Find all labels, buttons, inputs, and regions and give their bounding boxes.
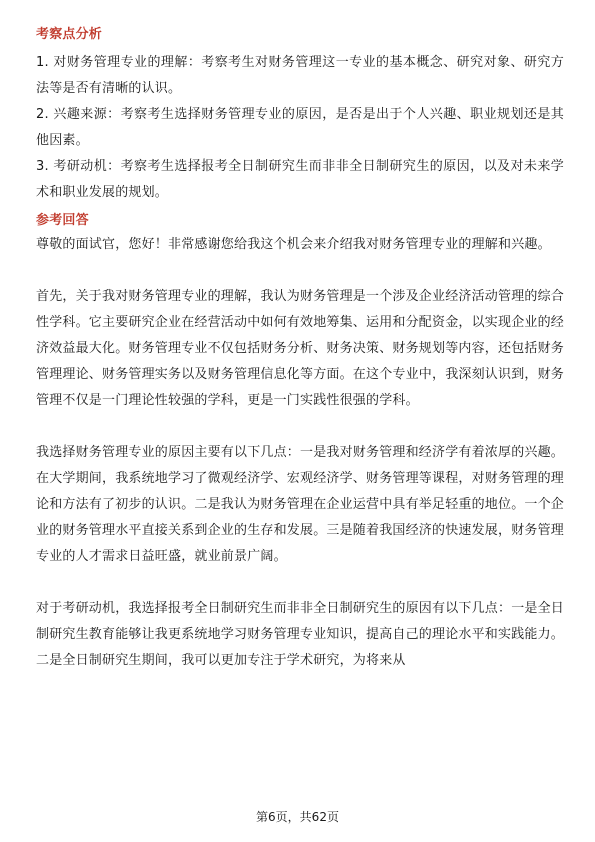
spacer [36, 414, 564, 440]
spacer [36, 258, 564, 284]
page-content [36, 24, 564, 674]
answer-paragraph-1: 首先，关于我对财务管理专业的理解，我认为财务管理是一个涉及企业经济活动管理的综合性学科。它主要研究企业在经营活动中如何有效地筹集、运用和分配资金，以实现企业的经济效益最大化。财务管理专业不仅包括财务分析、财务决策、财务规划等内容，还包括财务管理理论、财务管理实务以及财务管理信息化等方面。在这个专业中，我深刻认识到，财务管理不仅是一门理论性较强的学科，更是一门实践性很强的学科。 [36, 289, 565, 408]
analysis-item-2: 2. 兴趣来源：考察考生选择财务管理专业的原因，是否是出于个人兴趣、职业规划还是其他因素。 [36, 107, 564, 148]
answer-paragraph-2: 我选择财务管理专业的原因主要有以下几点：一是我对财务管理和经济学有着浓厚的兴趣。在大学期间，我系统地学习了微观经济学、宏观经济学、财务管理等课程，对财务管理的理论和方法有了初步的认识。二是我认为财务管理在企业运营中具有举足轻重的地位。一个企业的财务管理水平直接关系到企业的生存和发展。三是随着我国经济的快速发展，财务管理专业的人才需求日益旺盛，就业前景广阔。 [36, 445, 565, 564]
analysis-item-1: 1. 对财务管理专业的理解：考察考生对财务管理这一专业的基本概念、研究对象、研究方法等是否有清晰的认识。 [36, 55, 564, 96]
answer-greeting: 尊敬的面试官，您好！非常感谢您给我这个机会来介绍我对财务管理专业的理解和兴趣。 [36, 237, 551, 252]
section-title-analysis: 考察点分析 [36, 27, 103, 42]
spacer [36, 570, 564, 596]
section-title-answer: 参考回答 [36, 213, 89, 228]
answer-paragraph-3: 对于考研动机，我选择报考全日制研究生而非非全日制研究生的原因有以下几点：一是全日制研究生教育能够让我更系统地学习财务管理专业知识，提高自己的理论水平和实践能力。二是全日制研究生期间，我可以更加专注于学术研究，为将来从 [36, 601, 565, 668]
analysis-item-3: 3. 考研动机：考察考生选择报考全日制研究生而非非全日制研究生的原因，以及对未来学术和职业发展的规划。 [36, 159, 564, 200]
page-number: 第6页，共62页 [256, 810, 339, 824]
